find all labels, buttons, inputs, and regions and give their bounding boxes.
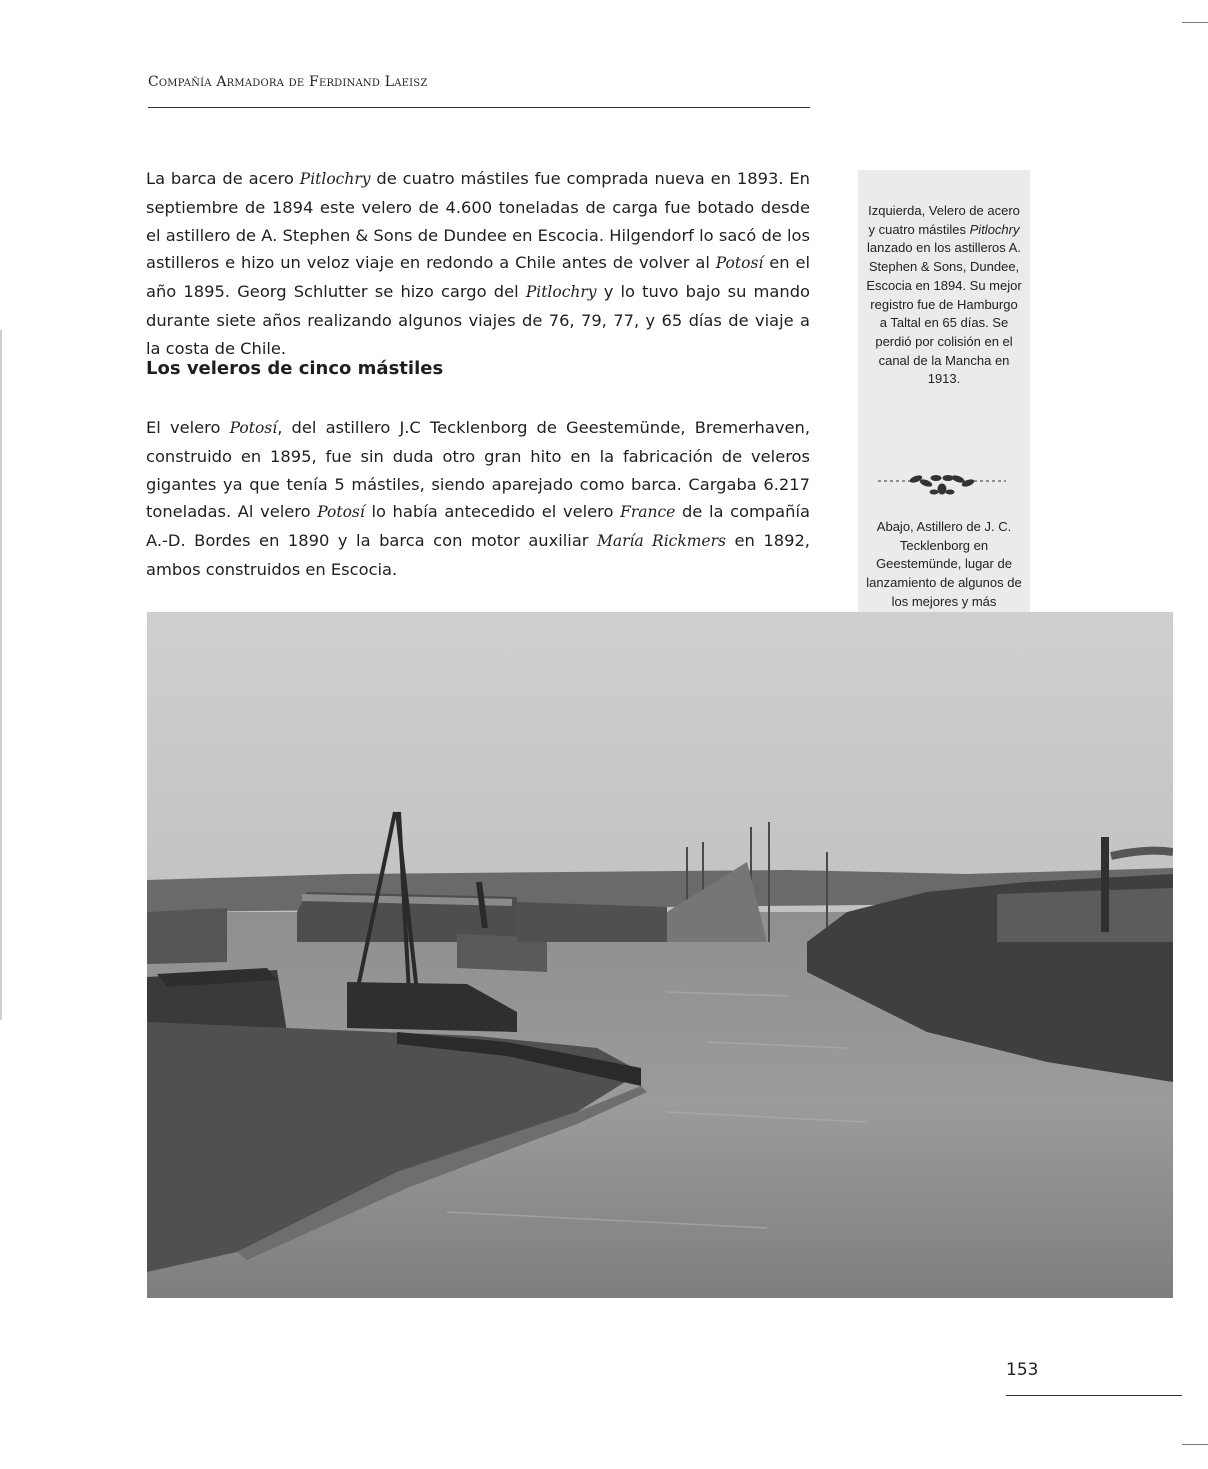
ship-name: Pitlochry (299, 170, 371, 188)
ship-name: France (620, 503, 676, 522)
crop-mark-top (1182, 22, 1208, 23)
text-run: Abajo, Astillero de J. C. Tecklenborg en Geestemünde, lugar de lanzamiento de algunos de los mejores y más (866, 519, 1022, 609)
ship-name: Pitlochry (969, 221, 1020, 237)
header-rule (148, 107, 810, 108)
ship-name: Potosí (229, 419, 278, 437)
text-run: lo había antecedido el velero (364, 502, 621, 522)
shipyard-photo (147, 612, 1173, 1298)
text-run: lanzado en los astilleros A. Stephen & Sons, Dundee, Escocia en 1894. Su mejor registro fue de Hamburgo a Taltal en 65 días. Se perdió por colisión en el canal de la Mancha en 1913. (866, 240, 1022, 387)
text-run: de la compañía A.-D. Bordes en 1890 y la barca con motor auxiliar (146, 502, 810, 551)
page-edge (0, 330, 2, 1020)
text-run: , del astillero J.C Tecklenborg de Geestemünde, Bremerhaven, construido en 1895, fue sin duda otro gran hito en la fabricación de veleros gigantes ya que tenía 5 mástiles, siendo aparejado como barca. Cargaba 6.217 toneladas. Al velero (146, 418, 811, 522)
ornament-divider-icon (876, 472, 1008, 498)
ship-name: María Rickmers (597, 532, 726, 551)
footer-rule (1006, 1395, 1182, 1396)
paragraph-pitlochry (146, 165, 810, 363)
ship-name: Potosí (715, 254, 764, 273)
ship-name: Potosí (317, 503, 365, 522)
ship-name: Pitlochry (525, 283, 597, 302)
text-run: La barca de acero (146, 169, 300, 188)
paragraph-potosi (146, 414, 810, 584)
text-run: de cuatro mástiles fue comprada nueva en 1893. En septiembre de 1894 este velero de 4.600 toneladas de carga fue botado desde el astillero de A. Stephen & Sons de Dundee en Escocia. Hilgendorf lo sacó de los astilleros e hizo un veloz viaje en redondo a Chile antes de volver al (146, 169, 810, 273)
caption-pitlochry (866, 202, 1022, 389)
text-run: y lo tuvo bajo su mando durante siete años realizando algunos viajes de 76, 79, 77, y 65 días de viaje a la costa de Chile. (146, 282, 811, 358)
text-run: El velero (146, 418, 230, 437)
crop-mark-bottom (1182, 1444, 1208, 1445)
shipyard-river-photo (147, 612, 1173, 1298)
text-run: Izquierda, Velero de acero y cuatro mástiles (868, 203, 1020, 237)
text-run: en el año 1895. Georg Schlutter se hizo cargo del (146, 253, 810, 302)
page-number: 153 (1006, 1360, 1039, 1380)
text-run: en 1892, ambos construidos en Escocia. (146, 531, 810, 579)
section-heading: Los veleros de cinco mástiles (146, 358, 444, 379)
running-header: Compañía Armadora de Ferdinand Laeisz (148, 74, 428, 90)
